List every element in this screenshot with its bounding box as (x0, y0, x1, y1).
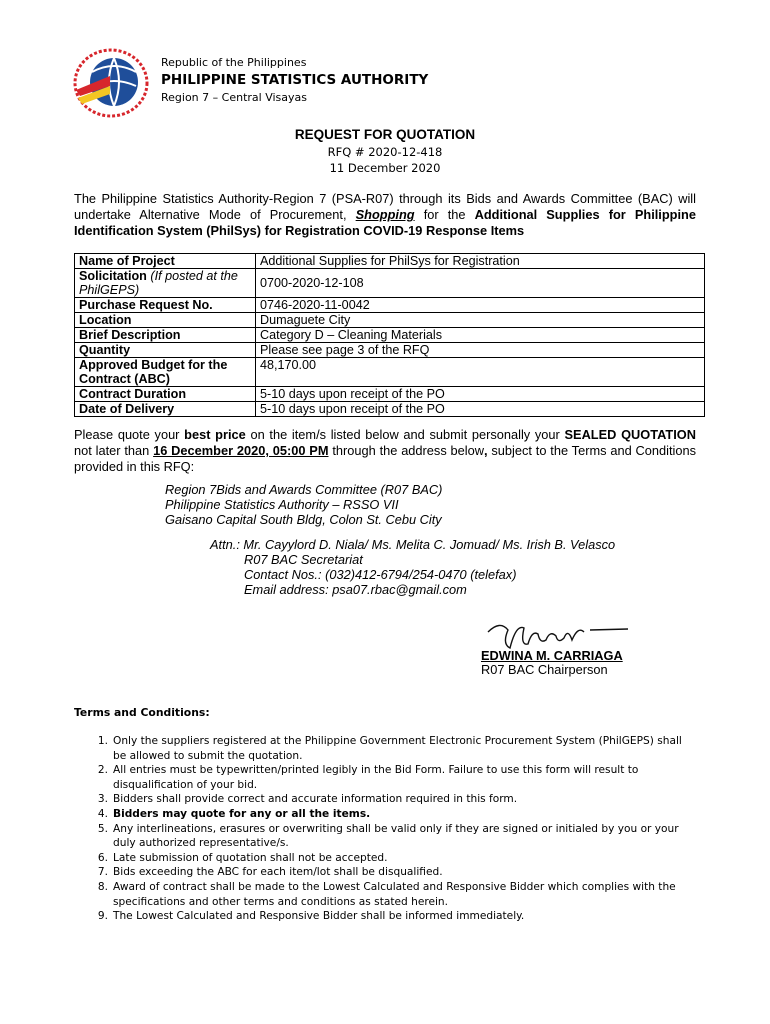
list-text: Bids exceeding the ABC for each item/lot shall be disqualified. (113, 866, 443, 879)
field-label (75, 313, 256, 328)
quote-text-a: Please quote your (74, 427, 185, 442)
list-number: 3. (97, 793, 108, 806)
table-row (75, 358, 705, 387)
attn-contact: Contact Nos.: (032)412-6794/254-0470 (telefax) (244, 567, 517, 582)
list-item (86, 880, 698, 909)
field-value: Additional Supplies for PhilSys for Registration (256, 254, 705, 269)
field-label (75, 402, 256, 417)
field-value: 48,170.00 (256, 358, 705, 387)
quote-comma: , (484, 443, 488, 458)
field-value: Please see page 3 of the RFQ (256, 343, 705, 358)
list-item (86, 792, 698, 807)
list-text: Bidders shall provide correct and accurate information required in this form. (113, 793, 518, 806)
field-label-note: (If posted at the PhilGEPS) (79, 269, 238, 297)
list-number: 9. (97, 910, 108, 923)
attention-block (210, 537, 615, 597)
rfq-number: RFQ # 2020-12-418 (327, 145, 443, 159)
field-label-text: Location (79, 313, 132, 327)
table-row (75, 254, 705, 269)
table-row (75, 343, 705, 358)
list-number: 7. (97, 866, 108, 879)
field-label (75, 298, 256, 313)
attn-email: Email address: psa07.rbac@gmail.com (244, 582, 467, 597)
table-row (75, 387, 705, 402)
terms-heading: Terms and Conditions: (74, 706, 210, 719)
psa-logo (70, 46, 152, 120)
list-text: Only the suppliers registered at the Philippine Government Electronic Procurement System (PhilGEPS) shall be allowed to submit the quotation. (113, 735, 682, 762)
list-text: Bidders may quote for any or all the items. (113, 807, 371, 820)
address-line: Region 7Bids and Awards Committee (R07 BAC) (165, 482, 443, 497)
intro-project-name: Additional Supplies for Philippine Identification System (PhilSys) for Registration COVID-19 Response Items (74, 207, 696, 238)
list-number: 5. (97, 822, 108, 835)
table-row (75, 402, 705, 417)
quote-text-c: on the item/s listed below and submit personally your (245, 427, 565, 442)
terms-list (86, 734, 698, 924)
field-label (75, 387, 256, 402)
address-line: Philippine Statistics Authority – RSSO VII (165, 497, 399, 512)
list-text: Late submission of quotation shall not be accepted. (113, 851, 388, 864)
intro-text-2: for the (414, 207, 475, 222)
list-item (86, 822, 698, 851)
signatory-name: EDWINA M. CARRIAGA (481, 648, 623, 663)
deadline: 16 December 2020, 05:00 PM (153, 443, 329, 458)
field-label-text: Purchase Request No. (79, 298, 213, 312)
field-label-text: Quantity (79, 343, 131, 357)
list-number: 6. (97, 851, 108, 864)
list-number: 2. (97, 764, 108, 777)
sealed-quotation: SEALED QUOTATION (564, 427, 696, 442)
list-item (86, 734, 698, 763)
quote-text-i: subject to the Terms and Conditions provided in this RFQ: (74, 443, 696, 474)
list-text: Award of contract shall be made to the Lowest Calculated and Responsive Bidder which complies with the specifications and other terms and conditions as stated herein. (113, 880, 676, 908)
list-item (86, 763, 698, 792)
quote-text-g: through the address below (328, 443, 484, 458)
project-info-table (74, 253, 705, 417)
republic-text: Republic of the Philippines (161, 56, 307, 69)
field-label-text: Solicitation (79, 269, 147, 283)
intro-paragraph (74, 191, 696, 239)
list-item (86, 807, 698, 822)
attn-line: Attn.: Mr. Cayylord D. Niala/ Ms. Melita C. Jomuad/ Ms. Irish B. Velasco (210, 537, 616, 552)
list-item (86, 865, 698, 880)
shopping-label: Shopping (355, 207, 415, 222)
field-value: 0746-2020-11-0042 (256, 298, 705, 313)
table-row (75, 298, 705, 313)
field-label (75, 343, 256, 358)
field-label (75, 269, 256, 298)
signatory-position: R07 BAC Chairperson (481, 662, 608, 677)
address-line: Gaisano Capital South Bldg, Colon St. Cebu City (165, 512, 442, 527)
list-number: 8. (97, 880, 108, 893)
table-row (75, 328, 705, 343)
quote-paragraph (74, 427, 696, 475)
attn-secretariat: R07 BAC Secretariat (244, 552, 363, 567)
field-value: Category D – Cleaning Materials (256, 328, 705, 343)
list-text: All entries must be typewritten/printed legibly in the Bid Form. Failure to use this form will result to disqualification of your bid. (113, 764, 639, 791)
field-label-text: Date of Delivery (79, 402, 175, 416)
intro-text-1: The Philippine Statistics Authority-Region 7 (PSA-R07) through its Bids and Awards Committee (BAC) will undertake Alternative Mode of Procurement, (74, 191, 696, 222)
field-label-text: Approved Budget for the Contract (ABC) (79, 358, 228, 386)
table-row (75, 313, 705, 328)
list-text: Any interlineations, erasures or overwriting shall be valid only if they are signed or initialed by you or your duly authorized representative/s. (113, 822, 679, 850)
list-text: The Lowest Calculated and Responsive Bidder shall be informed immediately. (113, 910, 525, 923)
field-label (75, 358, 256, 387)
list-item (86, 909, 698, 924)
agency-name: PHILIPPINE STATISTICS AUTHORITY (161, 72, 429, 88)
rfq-date: 11 December 2020 (329, 161, 441, 175)
field-value: Dumaguete City (256, 313, 705, 328)
field-label (75, 254, 256, 269)
field-label (75, 328, 256, 343)
field-value: 0700-2020-12-108 (256, 269, 705, 298)
field-value: 5-10 days upon receipt of the PO (256, 402, 705, 417)
bac-address (165, 482, 442, 527)
field-label-text: Brief Description (79, 328, 181, 342)
list-number: 4. (97, 807, 108, 820)
field-value: 5-10 days upon receipt of the PO (256, 387, 705, 402)
quote-text-e: not later than (74, 443, 154, 458)
list-number: 1. (97, 735, 108, 747)
best-price: best price (184, 427, 246, 442)
table-row (75, 269, 705, 298)
field-label-text: Contract Duration (79, 387, 187, 401)
list-item (86, 851, 698, 866)
region-text: Region 7 – Central Visayas (161, 91, 307, 104)
document-title: REQUEST FOR QUOTATION (294, 127, 476, 142)
field-label-text: Name of Project (79, 254, 175, 268)
